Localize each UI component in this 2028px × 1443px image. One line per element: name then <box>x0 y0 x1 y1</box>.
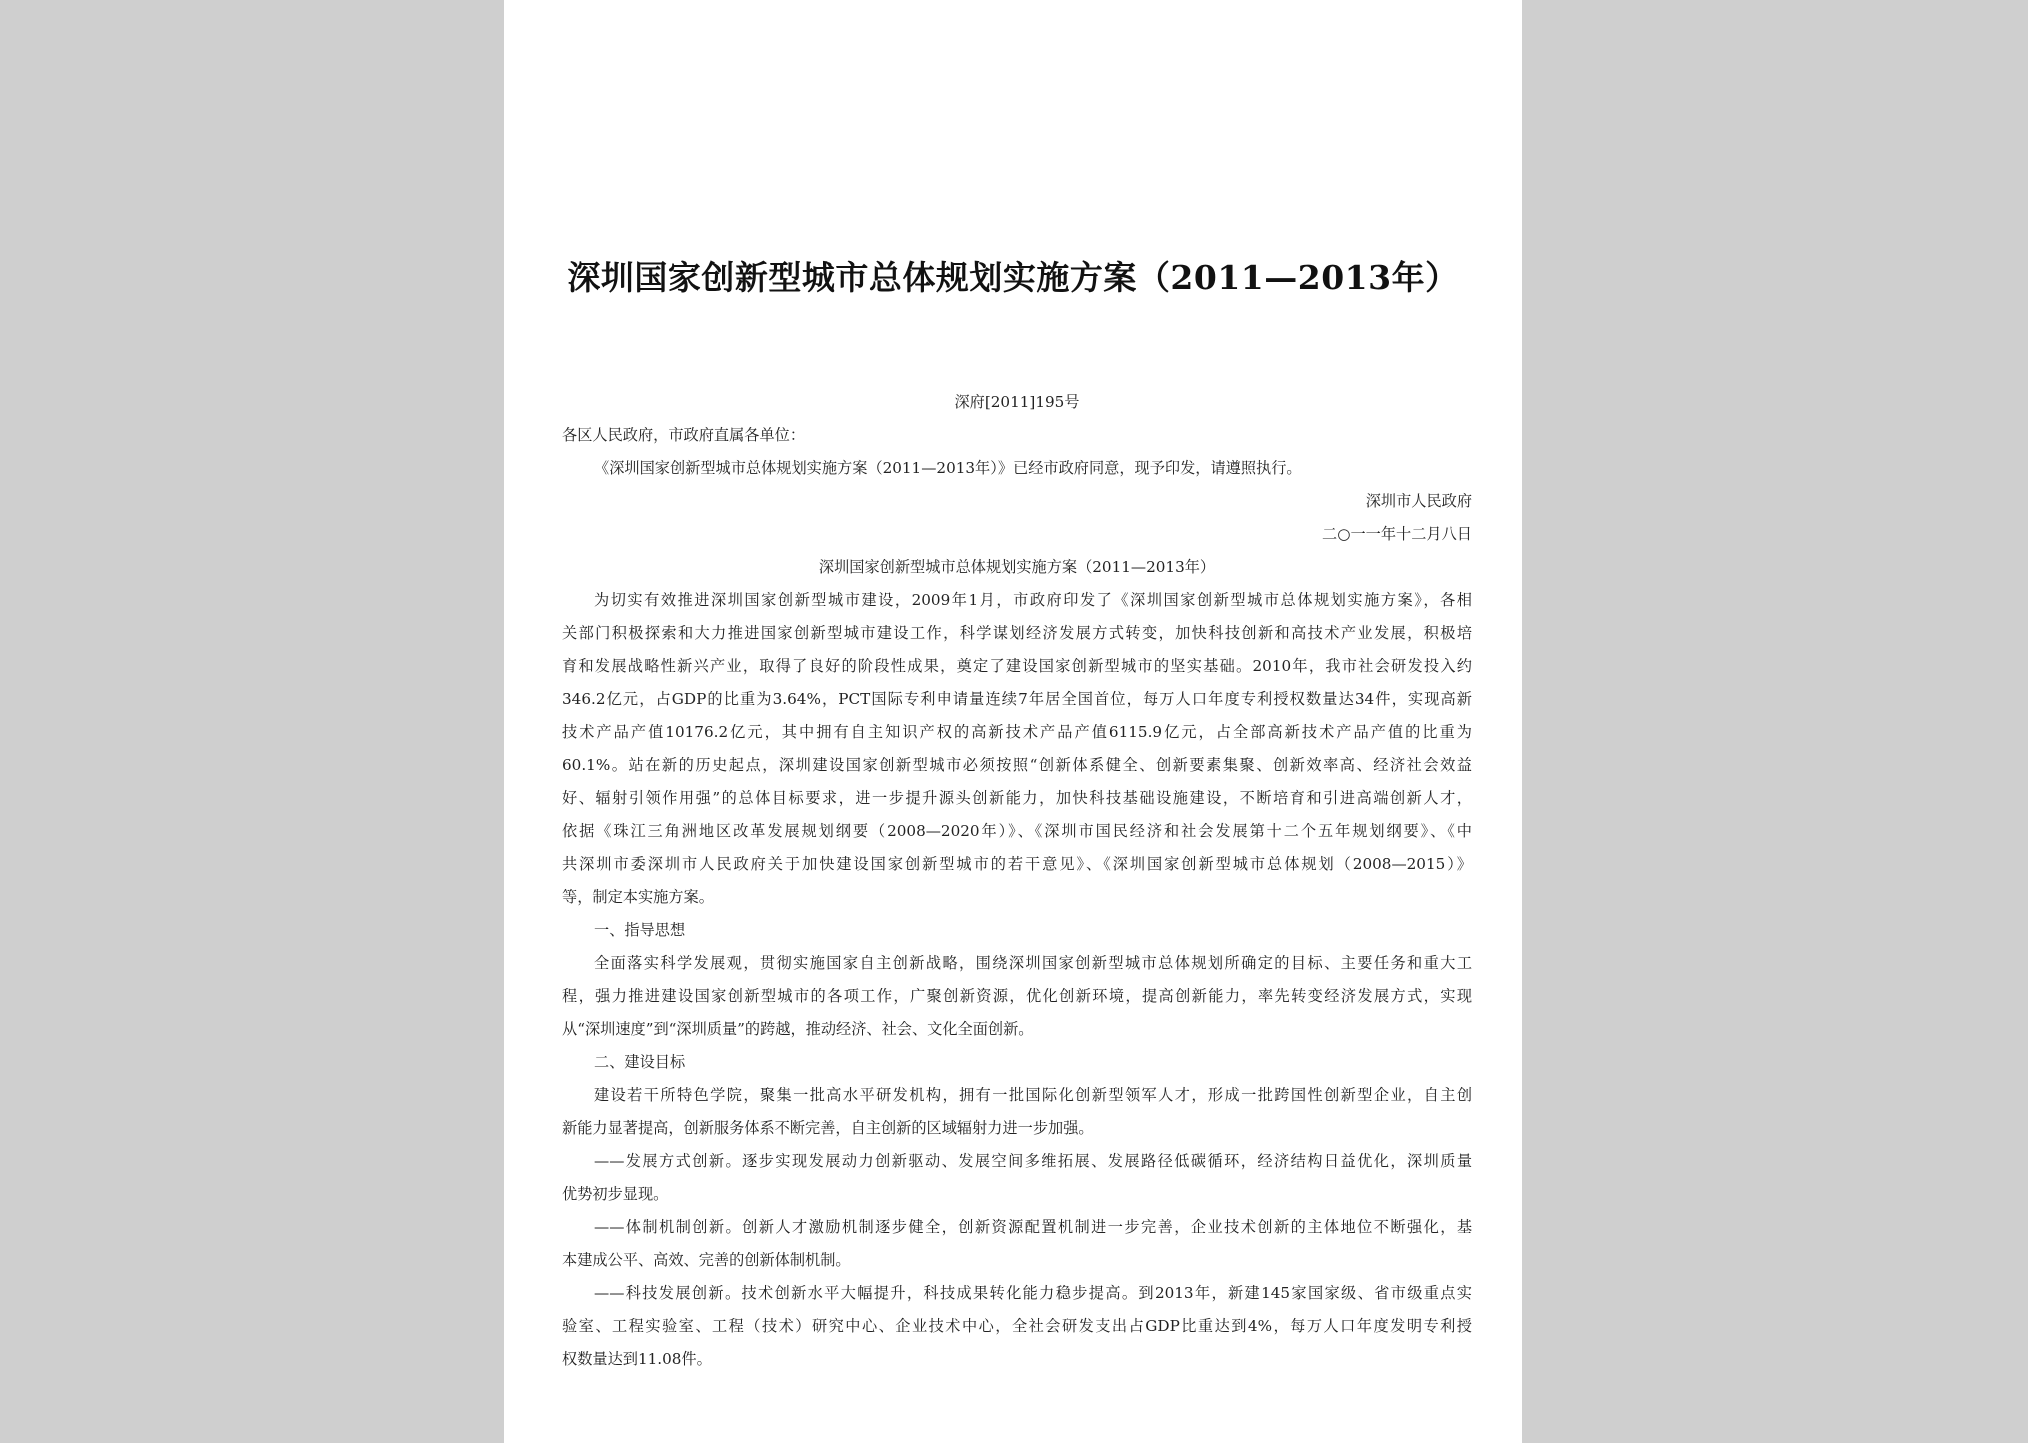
issue-date: 二○一一年十二月八日 <box>1322 525 1472 543</box>
paragraph-line: ——科技发展创新。技术创新水平大幅提升，科技成果转化能力稳步提高。到2013年，新建145家国家级、省市级重点实 <box>594 1284 1472 1302</box>
paragraph-line: 全面落实科学发展观，贯彻实施国家自主创新战略，围绕深圳国家创新型城市总体规划所确定的目标、主要任务和重大工 <box>594 954 1472 972</box>
goal-item-development-mode <box>562 1145 1472 1211</box>
paragraph-line: 程，强力推进建设国家创新型城市的各项工作，广聚创新资源，优化创新环境，提高创新能力，率先转变经济发展方式，实现 <box>562 987 1472 1005</box>
notice-text: 《深圳国家创新型城市总体规划实施方案（2011—2013年）》已经市政府同意，现予印发，请遵照执行。 <box>594 459 1302 477</box>
section-heading-guiding-ideology: 一、指导思想 <box>594 921 686 939</box>
addressee: 各区人民政府，市政府直属各单位： <box>562 426 805 444</box>
paragraph-line: 从“深圳速度”到“深圳质量”的跨越，推动经济、社会、文化全面创新。 <box>562 1020 1034 1038</box>
issuer: 深圳市人民政府 <box>1365 492 1472 510</box>
paragraph-line: 为切实有效推进深圳国家创新型城市建设，2009年1月，市政府印发了《深圳国家创新型城市总体规划实施方案》，各相 <box>594 591 1472 609</box>
paragraph-line: 验室、工程实验室、工程（技术）研究中心、企业技术中心，全社会研发支出占GDP比重达到4%，每万人口年度发明专利授 <box>562 1317 1472 1335</box>
goal-item-technology <box>562 1277 1472 1376</box>
paragraph-line: 346.2亿元，占GDP的比重为3.64%，PCT国际专利申请量连续7年居全国首位，每万人口年度专利授权数量达34件，实现高新 <box>562 690 1472 708</box>
paragraph-line: 60.1%。站在新的历史起点，深圳建设国家创新型城市必须按照“创新体系健全、创新要素集聚、创新效率高、经济社会效益 <box>562 756 1472 774</box>
paragraph-line: 本建成公平、高效、完善的创新体制机制。 <box>562 1251 851 1269</box>
paragraph-line: 等，制定本实施方案。 <box>562 888 714 906</box>
paragraph-line: 关部门积极探索和大力推进国家创新型城市建设工作，科学谋划经济发展方式转变，加快科技创新和高技术产业发展，积极培 <box>562 624 1472 642</box>
paragraph-line: 好、辐射引领作用强”的总体目标要求，进一步提升源头创新能力，加快科技基础设施建设，不断培育和引进高端创新人才， <box>562 789 1472 807</box>
paragraph-line: 依据《珠江三角洲地区改革发展规划纲要（2008—2020年）》、《深圳市国民经济和社会发展第十二个五年规划纲要》、《中 <box>562 822 1472 840</box>
intro-paragraph <box>562 584 1472 914</box>
section1-paragraph <box>562 947 1472 1046</box>
subtitle: 深圳国家创新型城市总体规划实施方案（2011—2013年） <box>818 558 1216 576</box>
document-page <box>504 0 1522 1443</box>
paragraph-line: 技术产品产值10176.2亿元，其中拥有自主知识产权的高新技术产品产值6115.9亿元，占全部高新技术产品产值的比重为 <box>562 723 1472 741</box>
paragraph-line: 建设若干所特色学院，聚集一批高水平研发机构，拥有一批国际化创新型领军人才，形成一批跨国性创新型企业，自主创 <box>594 1086 1472 1104</box>
document-title: 深圳国家创新型城市总体规划实施方案（2011—2013年） <box>567 258 1459 297</box>
paragraph-line: ——发展方式创新。逐步实现发展动力创新驱动、发展空间多维拓展、发展路径低碳循环，经济结构日益优化，深圳质量 <box>594 1152 1472 1170</box>
paragraph-line: 权数量达到11.08件。 <box>562 1350 712 1368</box>
paragraph-line: 育和发展战略性新兴产业，取得了良好的阶段性成果，奠定了建设国家创新型城市的坚实基础。2010年，我市社会研发投入约 <box>562 657 1472 675</box>
paragraph-line: 新能力显著提高，创新服务体系不断完善，自主创新的区域辐射力进一步加强。 <box>562 1119 1094 1137</box>
paragraph-line: ——体制机制创新。创新人才激励机制逐步健全，创新资源配置机制进一步完善，企业技术创新的主体地位不断强化，基 <box>594 1218 1472 1236</box>
paragraph-line: 优势初步显现。 <box>562 1185 669 1203</box>
paragraph-line: 共深圳市委深圳市人民政府关于加快建设国家创新型城市的若干意见》、《深圳国家创新型城市总体规划（2008—2015）》 <box>562 855 1472 873</box>
document-body <box>562 386 1472 1376</box>
doc-number: 深府[2011]195号 <box>954 393 1080 411</box>
section2-paragraph <box>562 1079 1472 1145</box>
goal-item-institutional <box>562 1211 1472 1277</box>
section-heading-construction-goals: 二、建设目标 <box>594 1053 686 1071</box>
